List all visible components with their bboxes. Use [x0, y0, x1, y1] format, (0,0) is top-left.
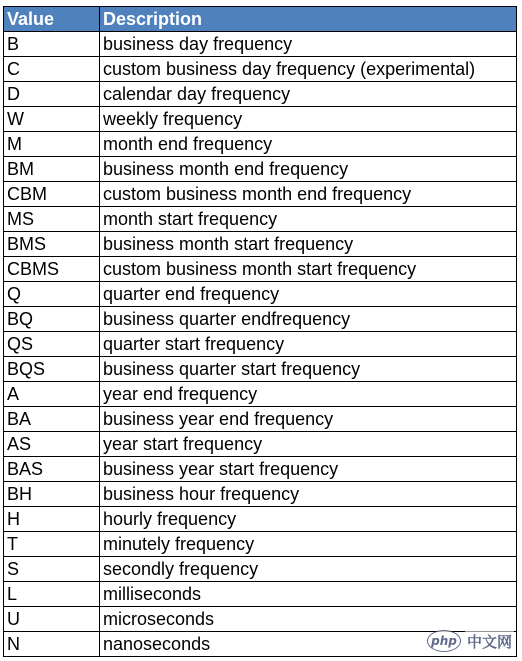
value-cell: U: [4, 607, 100, 632]
description-cell: custom business month start frequency: [100, 257, 517, 282]
table-row: [4, 307, 517, 332]
table-row: [4, 582, 517, 607]
description-column-header: Description: [100, 7, 517, 32]
description-cell: custom business day frequency (experimental): [100, 57, 517, 82]
table-row: [4, 332, 517, 357]
value-cell: W: [4, 107, 100, 132]
value-cell: BH: [4, 482, 100, 507]
table-row: [4, 107, 517, 132]
table-row: [4, 382, 517, 407]
description-cell: secondly frequency: [100, 557, 517, 582]
value-cell: C: [4, 57, 100, 82]
frequency-table: [3, 6, 517, 657]
value-cell: AS: [4, 432, 100, 457]
watermark-text: 中文网: [466, 632, 512, 651]
value-cell: BM: [4, 157, 100, 182]
value-cell: BMS: [4, 232, 100, 257]
description-cell: quarter end frequency: [100, 282, 517, 307]
table-row: [4, 457, 517, 482]
table-row: [4, 207, 517, 232]
value-cell: T: [4, 532, 100, 557]
value-cell: CBM: [4, 182, 100, 207]
description-cell: year end frequency: [100, 382, 517, 407]
description-cell: minutely frequency: [100, 532, 517, 557]
table-body: [4, 32, 517, 657]
table-row: [4, 557, 517, 582]
description-cell: business year end frequency: [100, 407, 517, 432]
description-cell: milliseconds: [100, 582, 517, 607]
description-cell: hourly frequency: [100, 507, 517, 532]
table-row: [4, 257, 517, 282]
table-row: [4, 607, 517, 632]
description-cell: business quarter start frequency: [100, 357, 517, 382]
description-cell: business hour frequency: [100, 482, 517, 507]
description-cell: weekly frequency: [100, 107, 517, 132]
description-cell: business month start frequency: [100, 232, 517, 257]
value-cell: S: [4, 557, 100, 582]
value-cell: QS: [4, 332, 100, 357]
table-row: [4, 432, 517, 457]
value-column-header: Value: [4, 7, 100, 32]
value-cell: BQ: [4, 307, 100, 332]
description-cell: microseconds: [100, 607, 517, 632]
description-cell: month end frequency: [100, 132, 517, 157]
table-row: [4, 157, 517, 182]
description-cell: nanoseconds: [100, 632, 517, 657]
description-cell: month start frequency: [100, 207, 517, 232]
value-cell: Q: [4, 282, 100, 307]
value-cell: H: [4, 507, 100, 532]
description-cell: year start frequency: [100, 432, 517, 457]
table-row: [4, 282, 517, 307]
description-cell: business month end frequency: [100, 157, 517, 182]
value-cell: MS: [4, 207, 100, 232]
table-row: [4, 532, 517, 557]
value-cell: A: [4, 382, 100, 407]
value-cell: BA: [4, 407, 100, 432]
table-row: [4, 57, 517, 82]
table-row: [4, 407, 517, 432]
description-cell: calendar day frequency: [100, 82, 517, 107]
value-cell: N: [4, 632, 100, 657]
value-cell: BAS: [4, 457, 100, 482]
description-cell: quarter start frequency: [100, 332, 517, 357]
description-cell: business day frequency: [100, 32, 517, 57]
value-cell: D: [4, 82, 100, 107]
php-logo-icon: php: [427, 630, 461, 652]
description-cell: custom business month end frequency: [100, 182, 517, 207]
watermark: [427, 630, 514, 652]
table-row: [4, 232, 517, 257]
table-row: [4, 482, 517, 507]
table-row: [4, 357, 517, 382]
table-row: [4, 32, 517, 57]
description-cell: business year start frequency: [100, 457, 517, 482]
header-row: [4, 7, 517, 32]
value-cell: M: [4, 132, 100, 157]
table-row: [4, 132, 517, 157]
value-cell: BQS: [4, 357, 100, 382]
table-row: [4, 182, 517, 207]
value-cell: L: [4, 582, 100, 607]
value-cell: B: [4, 32, 100, 57]
table-row: [4, 82, 517, 107]
value-cell: CBMS: [4, 257, 100, 282]
table-row: [4, 507, 517, 532]
description-cell: business quarter endfrequency: [100, 307, 517, 332]
